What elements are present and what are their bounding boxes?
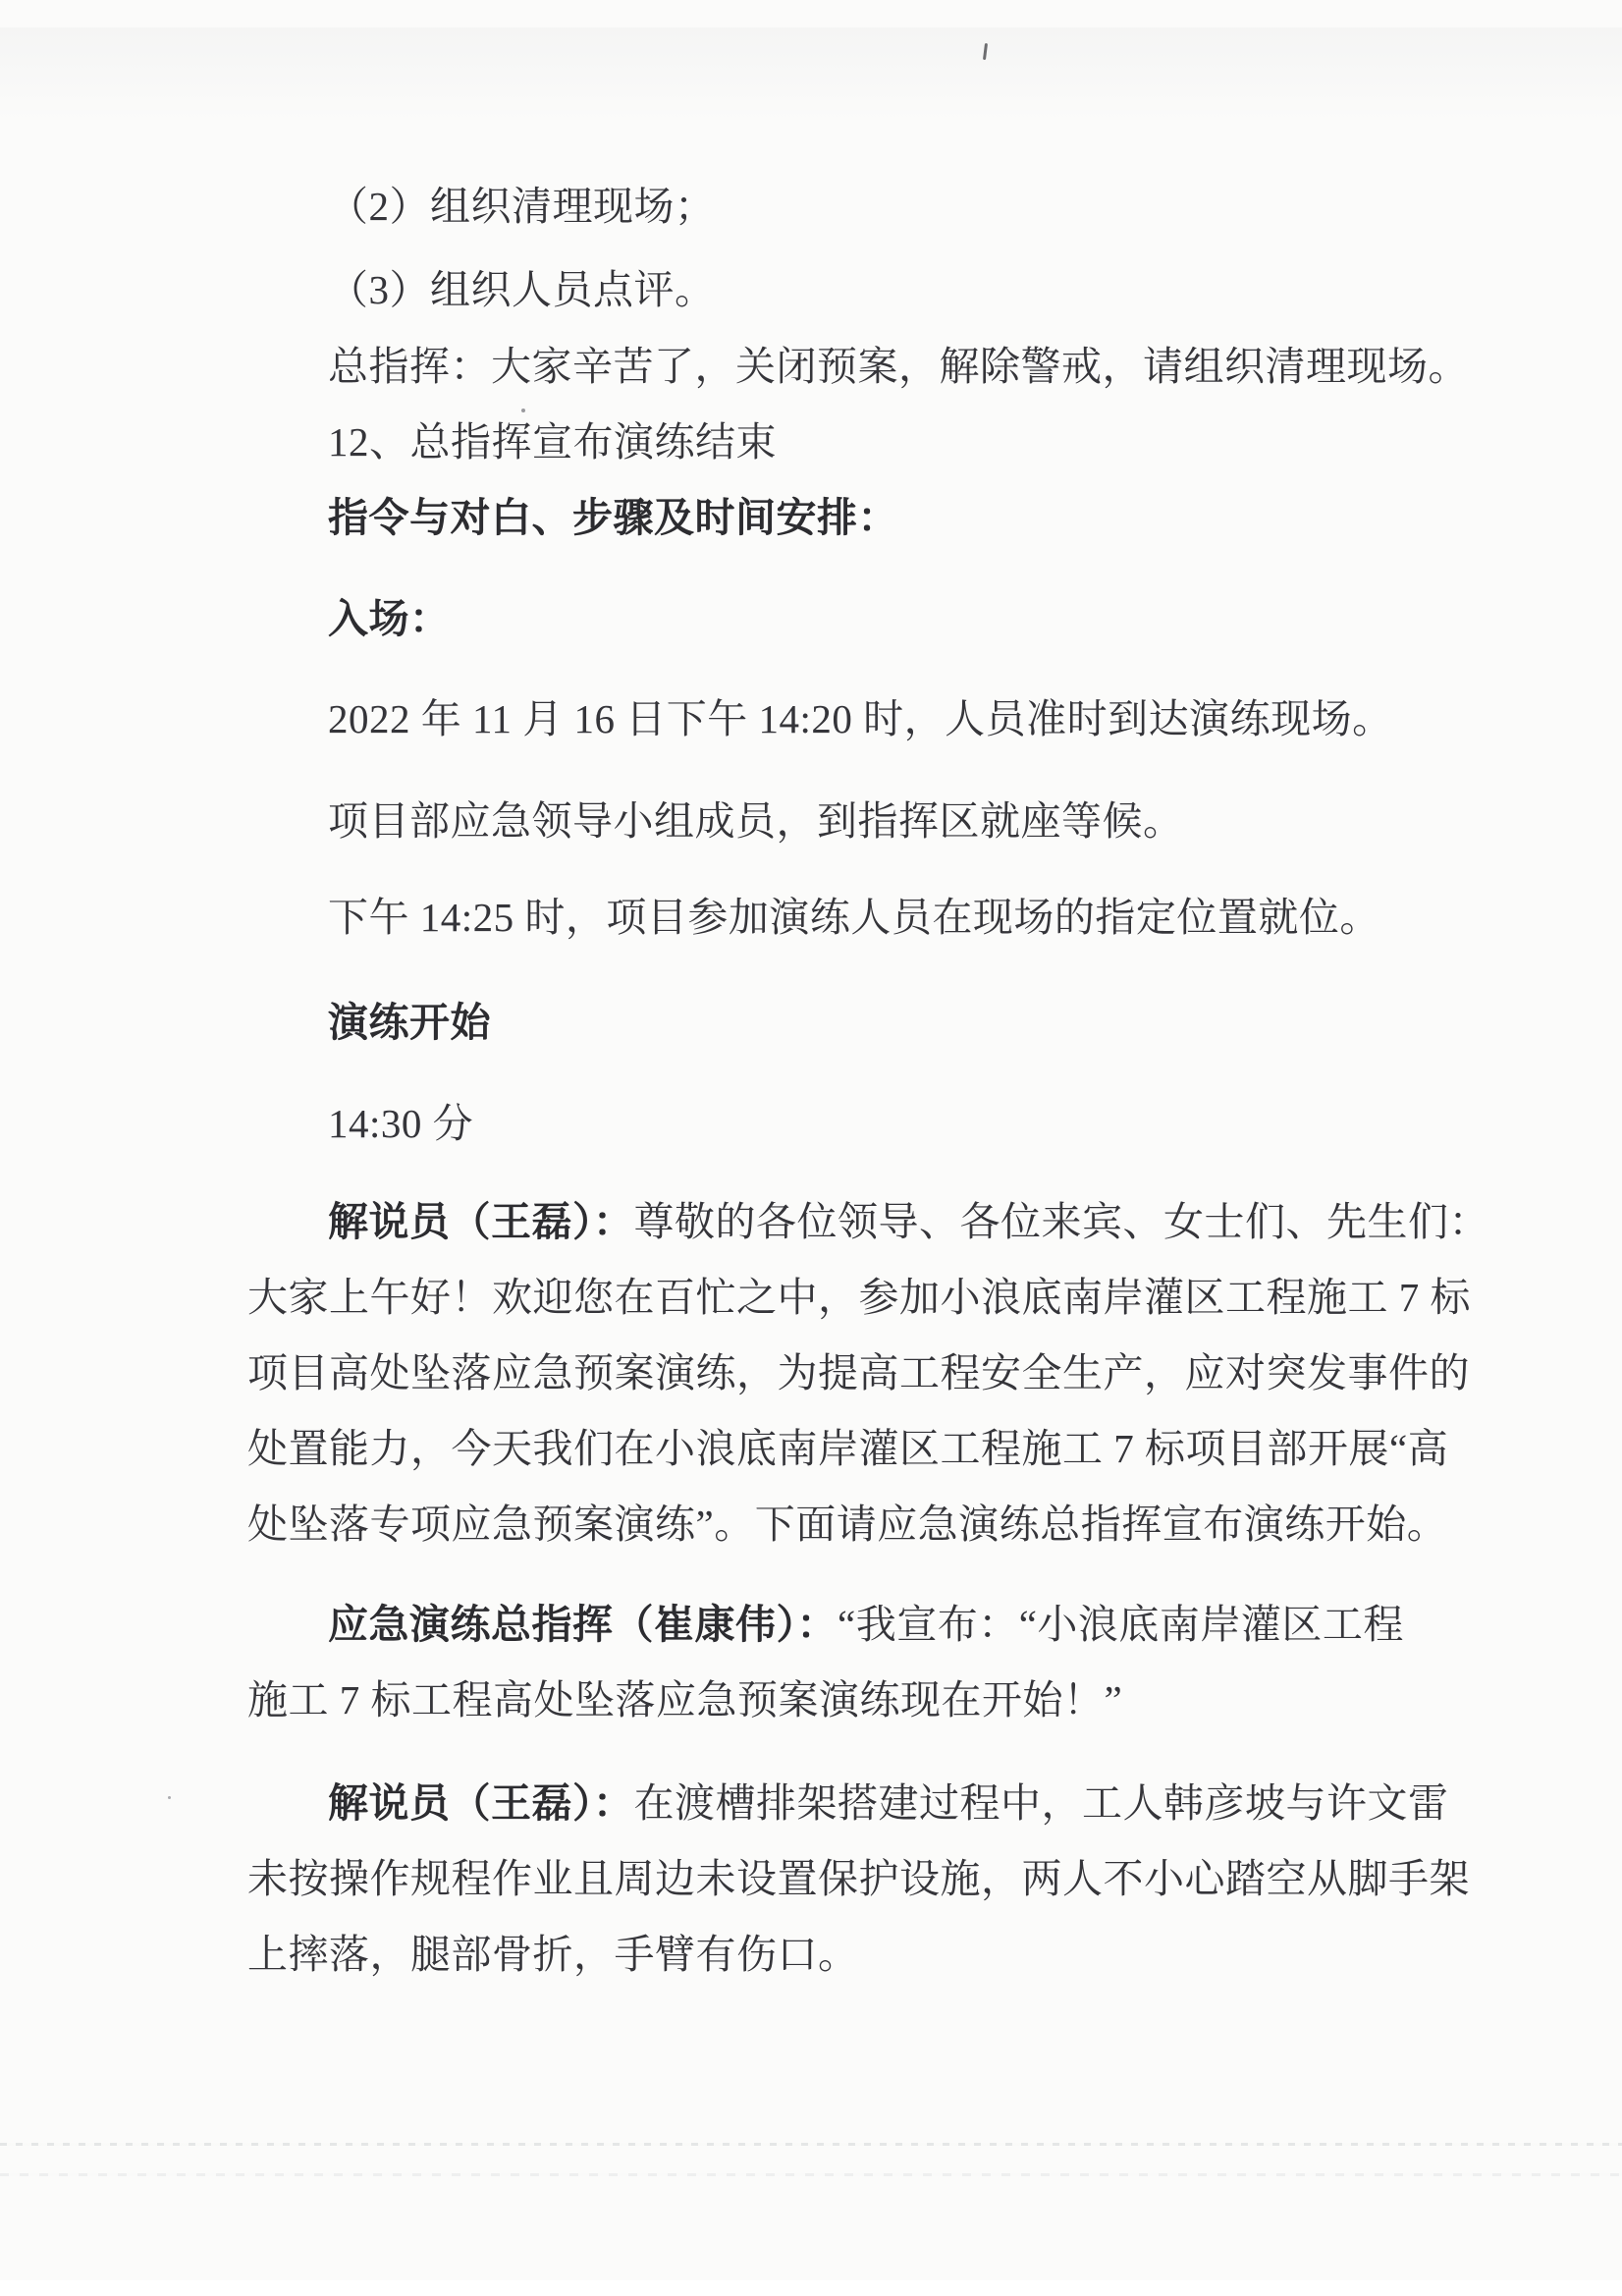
- text-line: 14:30 分: [328, 1101, 474, 1146]
- speaker-label: 解说员（王磊）：: [328, 1780, 634, 1826]
- text-line: （3）组织人员点评。: [328, 267, 716, 312]
- paragraph: [247, 1086, 1457, 1162]
- paragraph: [247, 985, 1457, 1061]
- text-line: 未按操作规程作业且周边未设置保护设施，两人不小心踏空从脚手架: [247, 1856, 1470, 1901]
- scan-speck: [983, 43, 988, 60]
- scan-speck: [168, 1796, 171, 1799]
- speaker-label: 解说员（王磊）：: [328, 1199, 634, 1244]
- text-line: 项目部应急领导小组成员，到指挥区就座等候。: [328, 798, 1184, 844]
- paragraph: [247, 1184, 1489, 1562]
- scan-noise-line: [0, 2143, 1622, 2146]
- text-line: 演练开始: [328, 1000, 491, 1045]
- text-line: 项目高处坠落应急预案演练，为提高工程安全生产，应对突发事件的: [247, 1350, 1470, 1395]
- scan-noise-band: [0, 27, 1622, 121]
- text-line: 指令与对白、步骤及时间安排：: [328, 495, 898, 540]
- text-line: 2022 年 11 月 16 日下午 14:20 时，人员准时到达演练现场。: [328, 696, 1393, 741]
- text-line: 大家上午好！欢迎您在百忙之中，参加小浪底南岸灌区工程施工 7 标: [247, 1275, 1471, 1320]
- paragraph: [247, 252, 1457, 328]
- speaker-label: 应急演练总指挥（崔康伟）：: [328, 1602, 838, 1647]
- text-line: 入场：: [328, 596, 451, 641]
- text-line: 处置能力，今天我们在小浪底南岸灌区工程施工 7 标项目部开展“高: [247, 1426, 1449, 1471]
- paragraph: [247, 329, 1469, 405]
- text-line: （2）组织清理现场；: [328, 184, 716, 229]
- paragraph: [247, 784, 1457, 859]
- paragraph: [247, 1587, 1457, 1738]
- text-line: 应急演练总指挥（崔康伟）：“我宣布：“小浪底南岸灌区工程: [328, 1602, 1404, 1647]
- text-line: 施工 7 标工程高处坠落应急预案演练现在开始！”: [247, 1677, 1123, 1722]
- paragraph: [247, 1766, 1470, 1993]
- paragraph: [247, 581, 1457, 657]
- paragraph: [247, 169, 1457, 245]
- text-line: 总指挥：大家辛苦了，关闭预案，解除警戒，请组织清理现场。: [328, 344, 1469, 389]
- paragraph: [247, 682, 1457, 757]
- document-text: [247, 169, 1489, 1993]
- scan-noise-line: [0, 2173, 1622, 2176]
- text-line: 12、总指挥宣布演练结束: [328, 419, 777, 465]
- text-line: 下午 14:25 时，项目参加演练人员在现场的指定位置就位。: [328, 895, 1380, 940]
- text-line: 上摔落，腿部骨折，手臂有伤口。: [247, 1932, 859, 1977]
- text-line: 解说员（王磊）：尊敬的各位领导、各位来宾、女士们、先生们：: [328, 1199, 1489, 1244]
- paragraph: [247, 480, 1457, 556]
- paragraph: [247, 880, 1457, 956]
- text-line: 处坠落专项应急预案演练”。下面请应急演练总指挥宣布演练开始。: [247, 1502, 1448, 1547]
- text-line: 解说员（王磊）：在渡槽排架搭建过程中，工人韩彦坡与许文雷: [328, 1780, 1449, 1826]
- paragraph: [247, 405, 1457, 480]
- scan-edge: [0, 2280, 1622, 2296]
